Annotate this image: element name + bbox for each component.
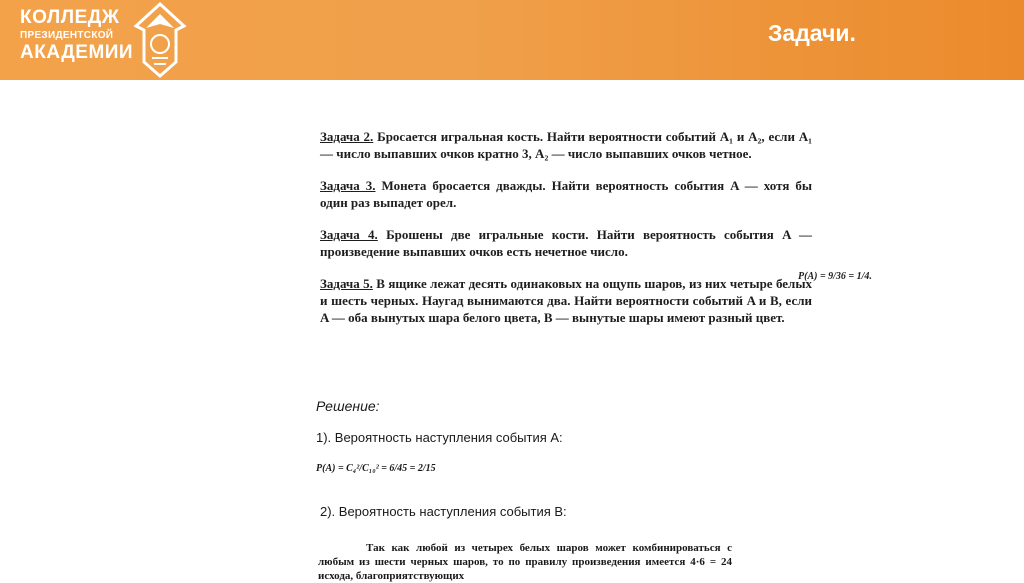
solution-explanation: Так как любой из четырех белых шаров может комбинироваться с любым из шести черных шаров, то по правилу произведения имеется 4·6 = 24 исхода, благоприятствующих (318, 542, 732, 582)
task-label: Задача 5. (320, 276, 373, 291)
probability-formula-a: P(A) = C₄²/C₁₀² = 6/45 = 2/15 (316, 463, 436, 474)
college-logo-text (20, 8, 133, 63)
task-paragraph (316, 177, 812, 211)
solution-step-2: 2). Вероятность наступления события В: (320, 504, 567, 519)
task-label: Задача 4. (320, 227, 378, 242)
task-text: В ящике лежат десять одинаковых на ощупь шаров, из них четыре белых и шесть черных. Наугад вынимаются два. Найти вероятности событий A и B, если A — оба вынутых шара белого цвета, B — вынутые шары имеют разный цвет. (320, 276, 812, 325)
task4-answer-formula: P(A) = 9/36 = 1/4. (798, 271, 872, 282)
solution-step-1: 1). Вероятность наступления события А: (316, 430, 563, 445)
task-paragraph (316, 226, 812, 260)
task-text: Монета бросается дважды. Найти вероятность события A — хотя бы один раз выпадет орел. (320, 178, 813, 210)
header-bar (0, 0, 1024, 80)
task-label: Задача 3. (320, 178, 376, 193)
solution-label: Решение: (316, 398, 380, 414)
task-paragraph (316, 275, 812, 326)
task-label: Задача 2. (320, 129, 374, 144)
task-paragraph (316, 128, 812, 162)
academy-emblem-icon (132, 2, 188, 78)
task-text: Бросается игральная кость. Найти вероятности событий A₁ и A₂, если A₁ — число выпавших очков кратно 3, A₂ — число выпавших очков четное. (320, 129, 813, 161)
task-text: Брошены две игральные кости. Найти вероятность события A — произведение выпавших очков есть нечетное число. (320, 227, 813, 259)
tasks-scan (316, 128, 812, 341)
logo-line-2: ПРЕЗИДЕНТСКОЙ (20, 30, 114, 41)
logo-line-3: АКАДЕМИИ (20, 42, 134, 63)
page-title: Задачи. (768, 20, 856, 46)
logo-line-1: КОЛЛЕДЖ (20, 7, 120, 28)
